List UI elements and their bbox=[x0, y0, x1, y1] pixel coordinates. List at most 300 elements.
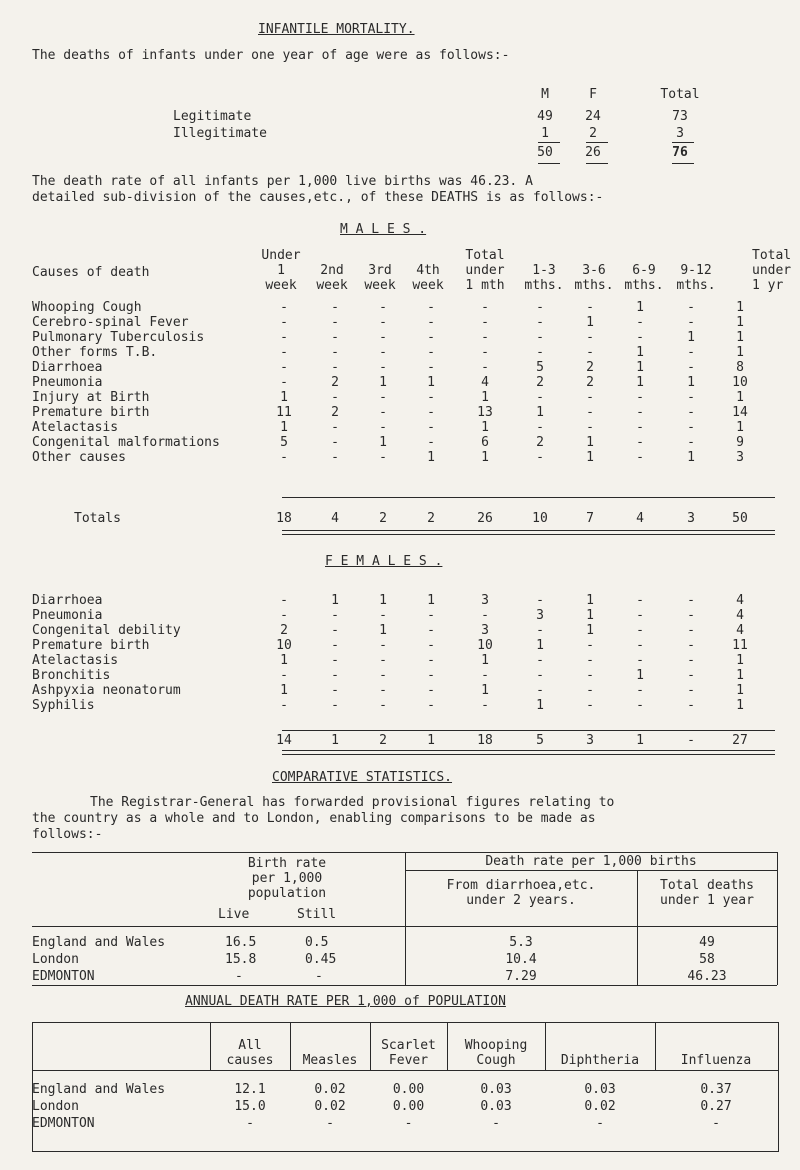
total-cell: 3 bbox=[687, 511, 695, 526]
value-cell: - bbox=[427, 360, 435, 375]
females-totals-row bbox=[32, 733, 763, 748]
comp-cell: 0.45 bbox=[305, 952, 337, 967]
cause-cell: Other causes bbox=[32, 450, 126, 465]
intro-text: The deaths of infants under one year of age were as follows:- bbox=[32, 48, 510, 63]
value-cell: - bbox=[586, 683, 594, 698]
value-cell: - bbox=[636, 420, 644, 435]
comp-cell: 15.8 bbox=[225, 952, 257, 967]
total-cell: 5 bbox=[536, 733, 544, 748]
total-cell: 2 bbox=[379, 733, 387, 748]
table-row bbox=[32, 638, 763, 653]
value-cell: 9 bbox=[736, 435, 744, 450]
value-cell: - bbox=[379, 345, 387, 360]
value-cell: 1 bbox=[687, 330, 695, 345]
value-cell: - bbox=[636, 593, 644, 608]
value-cell: - bbox=[586, 405, 594, 420]
value-cell: 1 bbox=[636, 375, 644, 390]
value-cell: - bbox=[280, 360, 288, 375]
value-cell: 3 bbox=[736, 450, 744, 465]
annual-row-label: EDMONTON bbox=[32, 1116, 95, 1131]
table-row bbox=[32, 330, 763, 345]
comp-cell: 49 bbox=[699, 935, 715, 950]
table-row bbox=[32, 345, 763, 360]
value-cell: 4 bbox=[736, 593, 744, 608]
col-header-6-9-mths: 6-9 mths. bbox=[624, 263, 664, 293]
value-cell: - bbox=[636, 653, 644, 668]
value-cell: - bbox=[636, 435, 644, 450]
value-cell: 6 bbox=[481, 435, 489, 450]
annual-row-label: England and Wales bbox=[32, 1082, 166, 1097]
annual-cell: 12.1 bbox=[234, 1082, 266, 1097]
total-cell: 7 bbox=[586, 511, 594, 526]
annual-header: All causes bbox=[226, 1038, 274, 1068]
value-cell: - bbox=[427, 315, 435, 330]
value-cell: - bbox=[586, 638, 594, 653]
value-cell: - bbox=[331, 420, 339, 435]
value-cell: 1 bbox=[736, 300, 744, 315]
value-cell: - bbox=[687, 653, 695, 668]
females-table bbox=[32, 593, 763, 713]
summary-row-label: Illegitimate bbox=[173, 126, 267, 141]
value-cell: 1 bbox=[736, 698, 744, 713]
value-cell: 1 bbox=[481, 420, 489, 435]
value-cell: - bbox=[481, 698, 489, 713]
value-cell: - bbox=[687, 593, 695, 608]
value-cell: - bbox=[636, 405, 644, 420]
value-cell: - bbox=[586, 668, 594, 683]
total-cell: 1 bbox=[427, 733, 435, 748]
total-cell: 4 bbox=[636, 511, 644, 526]
value-cell: - bbox=[427, 300, 435, 315]
value-cell: - bbox=[331, 608, 339, 623]
value-cell: 1 bbox=[636, 360, 644, 375]
cause-cell: Congenital debility bbox=[32, 623, 181, 638]
live-header: Live bbox=[218, 907, 250, 922]
value-cell: - bbox=[687, 435, 695, 450]
value-cell: - bbox=[536, 300, 544, 315]
col-header-3rd-week: 3rd week bbox=[364, 263, 396, 293]
value-cell: - bbox=[379, 608, 387, 623]
value-cell: - bbox=[379, 330, 387, 345]
annual-cell: 0.03 bbox=[480, 1082, 512, 1097]
summary-rule bbox=[586, 163, 608, 164]
col-header-3-6-mths: 3-6 mths. bbox=[574, 263, 614, 293]
comp-row-label: England and Wales bbox=[32, 935, 166, 950]
value-cell: - bbox=[687, 360, 695, 375]
table-row bbox=[32, 450, 763, 465]
value-cell: 2 bbox=[331, 375, 339, 390]
value-cell: - bbox=[536, 315, 544, 330]
table-row bbox=[32, 653, 763, 668]
annual-cell: 0.27 bbox=[700, 1099, 732, 1114]
value-cell: - bbox=[331, 623, 339, 638]
value-cell: - bbox=[427, 683, 435, 698]
table-row bbox=[32, 608, 763, 623]
value-cell: 1 bbox=[331, 593, 339, 608]
value-cell: - bbox=[331, 330, 339, 345]
annual-cell: 15.0 bbox=[234, 1099, 266, 1114]
summary-rule bbox=[538, 163, 560, 164]
table-row bbox=[32, 683, 763, 698]
annual-table-rule bbox=[32, 1070, 778, 1071]
value-cell: - bbox=[379, 390, 387, 405]
table-row bbox=[32, 698, 763, 713]
value-cell: 10 bbox=[276, 638, 292, 653]
table-row bbox=[32, 668, 763, 683]
value-cell: - bbox=[331, 435, 339, 450]
value-cell: 5 bbox=[280, 435, 288, 450]
comp-cell: 7.29 bbox=[505, 969, 537, 984]
value-cell: - bbox=[427, 405, 435, 420]
value-cell: - bbox=[586, 330, 594, 345]
value-cell: 1 bbox=[379, 593, 387, 608]
value-cell: - bbox=[481, 360, 489, 375]
summary-cell: 49 bbox=[537, 109, 553, 124]
value-cell: 2 bbox=[586, 375, 594, 390]
comp-cell: 10.4 bbox=[505, 952, 537, 967]
value-cell: 1 bbox=[586, 608, 594, 623]
cause-cell: Other forms T.B. bbox=[32, 345, 158, 360]
value-cell: 1 bbox=[481, 653, 489, 668]
value-cell: - bbox=[536, 623, 544, 638]
annual-title: ANNUAL DEATH RATE PER 1,000 of POPULATION bbox=[185, 994, 506, 1009]
annual-cell: - bbox=[712, 1116, 720, 1131]
comparative-text-line-1: The Registrar-General has forwarded provisional figures relating to bbox=[90, 795, 615, 810]
total-cell: 4 bbox=[331, 511, 339, 526]
cause-cell: Syphilis bbox=[32, 698, 95, 713]
annual-cell: 0.37 bbox=[700, 1082, 732, 1097]
value-cell: - bbox=[687, 300, 695, 315]
value-cell: - bbox=[636, 638, 644, 653]
females-heading: F E M A L E S . bbox=[325, 554, 443, 569]
cause-cell: Congenital malformations bbox=[32, 435, 220, 450]
total-cell: - bbox=[687, 733, 695, 748]
value-cell: 1 bbox=[280, 390, 288, 405]
annual-cell: - bbox=[596, 1116, 604, 1131]
value-cell: - bbox=[687, 345, 695, 360]
annual-row-label: London bbox=[32, 1099, 79, 1114]
col-header-under-1-week: Under 1 week bbox=[261, 248, 301, 293]
value-cell: 1 bbox=[736, 683, 744, 698]
cause-cell: Atelactasis bbox=[32, 420, 119, 435]
value-cell: - bbox=[536, 450, 544, 465]
death-rate-header: Death rate per 1,000 births bbox=[485, 854, 697, 869]
value-cell: - bbox=[331, 638, 339, 653]
value-cell: - bbox=[427, 623, 435, 638]
annual-cell: - bbox=[404, 1116, 413, 1131]
value-cell: - bbox=[280, 330, 288, 345]
total-cell: 1 bbox=[636, 733, 644, 748]
value-cell: - bbox=[427, 698, 435, 713]
value-cell: - bbox=[586, 698, 594, 713]
summary-header-total: Total bbox=[660, 87, 700, 102]
cause-cell: Pulmonary Tuberculosis bbox=[32, 330, 205, 345]
annual-cell: 0.02 bbox=[584, 1099, 616, 1114]
value-cell: 13 bbox=[477, 405, 493, 420]
cause-cell: Pneumonia bbox=[32, 608, 103, 623]
annual-cell: 0.02 bbox=[314, 1099, 346, 1114]
total-cell: 26 bbox=[477, 511, 493, 526]
value-cell: - bbox=[687, 623, 695, 638]
summary-rule bbox=[586, 142, 608, 143]
value-cell: - bbox=[280, 608, 288, 623]
summary-header-f: F bbox=[589, 87, 597, 102]
value-cell: - bbox=[536, 345, 544, 360]
comp-cell: 5.3 bbox=[509, 935, 533, 950]
value-cell: - bbox=[536, 420, 544, 435]
males-heading: M A L E S . bbox=[340, 222, 427, 237]
value-cell: 4 bbox=[481, 375, 489, 390]
males-table bbox=[32, 300, 763, 465]
total-cell: 2 bbox=[427, 511, 435, 526]
females-rule bbox=[282, 730, 775, 731]
value-cell: - bbox=[536, 330, 544, 345]
value-cell: - bbox=[427, 420, 435, 435]
comp-row-label: London bbox=[32, 952, 79, 967]
males-totals-label: Totals bbox=[74, 511, 121, 526]
value-cell: - bbox=[536, 593, 544, 608]
value-cell: - bbox=[427, 653, 435, 668]
value-cell: - bbox=[379, 653, 387, 668]
value-cell: - bbox=[636, 330, 644, 345]
value-cell: - bbox=[481, 330, 489, 345]
value-cell: 1 bbox=[586, 450, 594, 465]
col-header-9-12-mths: 9-12 mths. bbox=[676, 263, 716, 293]
value-cell: 2 bbox=[536, 435, 544, 450]
value-cell: 1 bbox=[586, 593, 594, 608]
total-cell: 2 bbox=[379, 511, 387, 526]
total-cell: 3 bbox=[586, 733, 594, 748]
diarrhoea-header: From diarrhoea,etc. under 2 years. bbox=[446, 878, 596, 908]
annual-header: Influenza bbox=[680, 1053, 752, 1068]
annual-cell: 0.00 bbox=[392, 1099, 425, 1114]
totals-row bbox=[32, 511, 763, 526]
total-cell: 14 bbox=[276, 733, 292, 748]
summary-rule bbox=[672, 163, 694, 164]
value-cell: - bbox=[636, 315, 644, 330]
table-border bbox=[405, 870, 777, 871]
summary-row-label: Legitimate bbox=[173, 109, 252, 124]
value-cell: - bbox=[427, 330, 435, 345]
summary-header-m: M bbox=[541, 87, 549, 102]
value-cell: - bbox=[379, 360, 387, 375]
comparative-text-line-3: follows:- bbox=[32, 827, 103, 842]
total-cell: 50 bbox=[732, 511, 748, 526]
table-row bbox=[32, 435, 763, 450]
males-rule bbox=[282, 497, 775, 498]
summary-cell: 73 bbox=[672, 109, 688, 124]
comp-cell: 58 bbox=[699, 952, 715, 967]
value-cell: - bbox=[687, 608, 695, 623]
value-cell: 1 bbox=[536, 405, 544, 420]
annual-header: Diphtheria bbox=[560, 1053, 640, 1068]
value-cell: - bbox=[427, 608, 435, 623]
value-cell: - bbox=[331, 450, 339, 465]
value-cell: 11 bbox=[276, 405, 292, 420]
summary-total: 26 bbox=[585, 145, 601, 160]
females-double-rule bbox=[282, 750, 775, 755]
value-cell: - bbox=[687, 405, 695, 420]
total-cell: 18 bbox=[477, 733, 493, 748]
value-cell: - bbox=[536, 390, 544, 405]
value-cell: 3 bbox=[536, 608, 544, 623]
value-cell: 1 bbox=[536, 638, 544, 653]
cause-cell: Diarrhoea bbox=[32, 360, 103, 375]
totals-spacer bbox=[32, 511, 257, 526]
value-cell: - bbox=[687, 668, 695, 683]
cause-cell: Injury at Birth bbox=[32, 390, 150, 405]
value-cell: 1 bbox=[687, 375, 695, 390]
value-cell: - bbox=[481, 668, 489, 683]
males-double-rule bbox=[282, 530, 775, 535]
value-cell: 1 bbox=[736, 345, 744, 360]
col-header-total-under-1-mth: Total under 1 mth bbox=[465, 248, 505, 293]
birth-rate-header: Birth rate per 1,000 population bbox=[247, 856, 327, 901]
comp-cell: 0.5 bbox=[305, 935, 329, 950]
value-cell: - bbox=[636, 623, 644, 638]
value-cell: 4 bbox=[736, 608, 744, 623]
value-cell: - bbox=[280, 375, 288, 390]
value-cell: - bbox=[379, 638, 387, 653]
value-cell: 1 bbox=[736, 330, 744, 345]
value-cell: - bbox=[536, 668, 544, 683]
value-cell: - bbox=[280, 300, 288, 315]
annual-cell: 0.02 bbox=[314, 1082, 346, 1097]
value-cell: - bbox=[687, 698, 695, 713]
still-header: Still bbox=[297, 907, 337, 922]
total-deaths-header: Total deaths under 1 year bbox=[660, 878, 754, 908]
value-cell: - bbox=[379, 683, 387, 698]
value-cell: - bbox=[687, 420, 695, 435]
value-cell: 4 bbox=[736, 623, 744, 638]
annual-header: Scarlet Fever bbox=[381, 1038, 436, 1068]
value-cell: 1 bbox=[636, 300, 644, 315]
summary-cell: 1 bbox=[541, 126, 549, 141]
totals-row bbox=[32, 733, 763, 748]
value-cell: 1 bbox=[379, 375, 387, 390]
value-cell: - bbox=[280, 315, 288, 330]
value-cell: 1 bbox=[736, 420, 744, 435]
value-cell: 2 bbox=[536, 375, 544, 390]
value-cell: - bbox=[379, 405, 387, 420]
table-row bbox=[32, 420, 763, 435]
value-cell: 14 bbox=[732, 405, 748, 420]
page-title: INFANTILE MORTALITY. bbox=[258, 22, 415, 37]
table-row bbox=[32, 315, 763, 330]
value-cell: 1 bbox=[536, 698, 544, 713]
value-cell: 10 bbox=[477, 638, 493, 653]
value-cell: - bbox=[331, 360, 339, 375]
value-cell: 1 bbox=[379, 623, 387, 638]
value-cell: - bbox=[636, 390, 644, 405]
value-cell: - bbox=[427, 345, 435, 360]
value-cell: - bbox=[586, 300, 594, 315]
cause-cell: Pneumonia bbox=[32, 375, 103, 390]
value-cell: - bbox=[481, 608, 489, 623]
value-cell: - bbox=[280, 698, 288, 713]
value-cell: 1 bbox=[481, 450, 489, 465]
value-cell: - bbox=[280, 345, 288, 360]
value-cell: 1 bbox=[736, 390, 744, 405]
cause-cell: Bronchitis bbox=[32, 668, 111, 683]
summary-rule bbox=[672, 142, 694, 143]
value-cell: - bbox=[379, 315, 387, 330]
value-cell: - bbox=[687, 638, 695, 653]
table-row bbox=[32, 390, 763, 405]
comp-cell: - bbox=[315, 969, 323, 984]
value-cell: - bbox=[481, 300, 489, 315]
value-cell: 2 bbox=[586, 360, 594, 375]
value-cell: - bbox=[427, 435, 435, 450]
value-cell: 1 bbox=[736, 653, 744, 668]
comp-cell: - bbox=[235, 969, 243, 984]
value-cell: - bbox=[379, 420, 387, 435]
comp-cell: 16.5 bbox=[225, 935, 257, 950]
value-cell: - bbox=[636, 608, 644, 623]
value-cell: - bbox=[331, 315, 339, 330]
value-cell: - bbox=[481, 315, 489, 330]
value-cell: 2 bbox=[280, 623, 288, 638]
value-cell: 1 bbox=[736, 668, 744, 683]
comp-cell: 46.23 bbox=[687, 969, 727, 984]
value-cell: 1 bbox=[636, 668, 644, 683]
value-cell: 8 bbox=[736, 360, 744, 375]
value-cell: - bbox=[427, 638, 435, 653]
col-header-1-3-mths: 1-3 mths. bbox=[524, 263, 564, 293]
summary-total: 76 bbox=[672, 145, 688, 160]
summary-cell: 2 bbox=[589, 126, 597, 141]
value-cell: 1 bbox=[379, 435, 387, 450]
value-cell: - bbox=[687, 683, 695, 698]
value-cell: - bbox=[586, 653, 594, 668]
summary-rule bbox=[538, 142, 560, 143]
col-header-2nd-week: 2nd week bbox=[316, 263, 348, 293]
table-row bbox=[32, 593, 763, 608]
value-cell: 1 bbox=[687, 450, 695, 465]
cause-cell: Premature birth bbox=[32, 405, 150, 420]
cause-cell: Ashpyxia neonatorum bbox=[32, 683, 181, 698]
value-cell: 1 bbox=[586, 623, 594, 638]
cause-cell: Premature birth bbox=[32, 638, 150, 653]
cause-cell: Diarrhoea bbox=[32, 593, 103, 608]
table-row bbox=[32, 300, 763, 315]
value-cell: 1 bbox=[280, 653, 288, 668]
cause-cell: Cerebro-spinal Fever bbox=[32, 315, 189, 330]
value-cell: - bbox=[536, 683, 544, 698]
comp-row-label: EDMONTON bbox=[32, 969, 95, 984]
value-cell: 1 bbox=[481, 390, 489, 405]
annual-cell: 0.00 bbox=[392, 1082, 425, 1097]
total-cell: 27 bbox=[732, 733, 748, 748]
value-cell: 1 bbox=[280, 420, 288, 435]
value-cell: - bbox=[687, 315, 695, 330]
value-cell: - bbox=[379, 450, 387, 465]
value-cell: - bbox=[586, 345, 594, 360]
value-cell: - bbox=[636, 450, 644, 465]
comparative-title: COMPARATIVE STATISTICS. bbox=[272, 770, 453, 785]
value-cell: 3 bbox=[481, 593, 489, 608]
rate-text-line-1: The death rate of all infants per 1,000 live births was 46.23. A bbox=[32, 174, 533, 189]
table-border bbox=[777, 852, 778, 985]
table-row bbox=[32, 623, 763, 638]
total-cell: 10 bbox=[532, 511, 548, 526]
annual-cell: 0.03 bbox=[584, 1082, 616, 1097]
value-cell: 1 bbox=[427, 450, 435, 465]
annual-cell: - bbox=[492, 1116, 500, 1131]
total-cell: 1 bbox=[331, 733, 339, 748]
rate-text-line-2: detailed sub-division of the causes,etc., of these DEATHS is as follows:- bbox=[32, 190, 604, 205]
value-cell: - bbox=[331, 668, 339, 683]
